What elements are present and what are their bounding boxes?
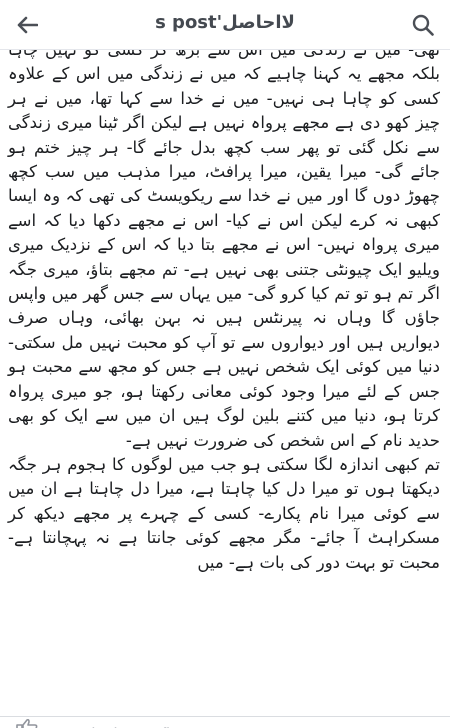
post-text	[0, 38, 450, 575]
post-paragraph-2: تم کبھی اندازہ لگا سکتی ہو جب میں لوگوں کا ہجوم ہر جگہ دیکھتا ہوں تو میرا دل کیا چاہتا ہے، میرا دل چاہتا ہے ان میں سے کوئی میرا نام پکارے- کسی کے چہرے پر مجھے دیکھ کر مسکراہٹ آ جائے- مگر مجھے کوئی جانتا ہے نہ پہچانتا ہے- محبت تو بہت دور کی بات ہے- میں	[8, 454, 440, 572]
like-thumb-icon[interactable]	[14, 719, 40, 728]
post-body	[0, 38, 450, 718]
search-icon	[412, 14, 434, 36]
post-paragraph-1: بلکہ مجھے یہ کہنا چاہیے کہ میں نے زندگی میں اس کے علاوہ کسی کو چاہا ہی نہیں- میں نے خدا سے کہا تھا، میں نے ہر چیز کھو دی ہے مجھے پرواہ نہیں ہے لیکن اگر ٹینا میری زندگی سے نکل گئی تو پھر سب کچھ بدل جائے گا- ہر چیز ختم ہو جائے گی- میرا یقین، میرا پرافٹ، میرا مذہب میں سب کچھ چھوڑ دوں گا اور میں نے خدا سے ریکویسٹ کی تھی کہ وہ ایسا کبھی نہ کرے لیکن اس نے کیا- اس نے مجھے دکھا دیا کہ اسے میری پرواہ نہیں- اس نے مجھے بتا دیا کہ اس کے نزدیک میری ویلیو ایک چیونٹی جتنی بھی نہیں ہے- تم مجھے بتاؤ، میری جگہ اگر تم ہو تو تم کیا کرو گی- میں یہاں سے جس گھر میں واپس جاؤں گا وہاں نہ پیرنٹس ہیں نہ بہن بھائی، وہاں صرف دیواریں ہیں اور دیواروں سے تو آپ کو محبت نہیں مل سکتی- دنیا میں کوئی ایک شخص نہیں ہے جس کو مجھ سے محبت ہو جس کے لئے میرا وجود کوئی معانی رکھتا ہو، جو میری پرواہ کرتا ہو، دنیا میں کتنے بلین لوگ ہیں ان میں سے ایک کو بھی حدید نام کے اس شخص کی ضرورت نہیں ہے-	[8, 64, 440, 450]
comment-input[interactable]	[60, 720, 360, 728]
search-button[interactable]	[406, 8, 440, 42]
top-bar	[0, 0, 450, 50]
comment-composer	[0, 716, 450, 728]
page-title: لااحاصل's post	[155, 12, 295, 33]
